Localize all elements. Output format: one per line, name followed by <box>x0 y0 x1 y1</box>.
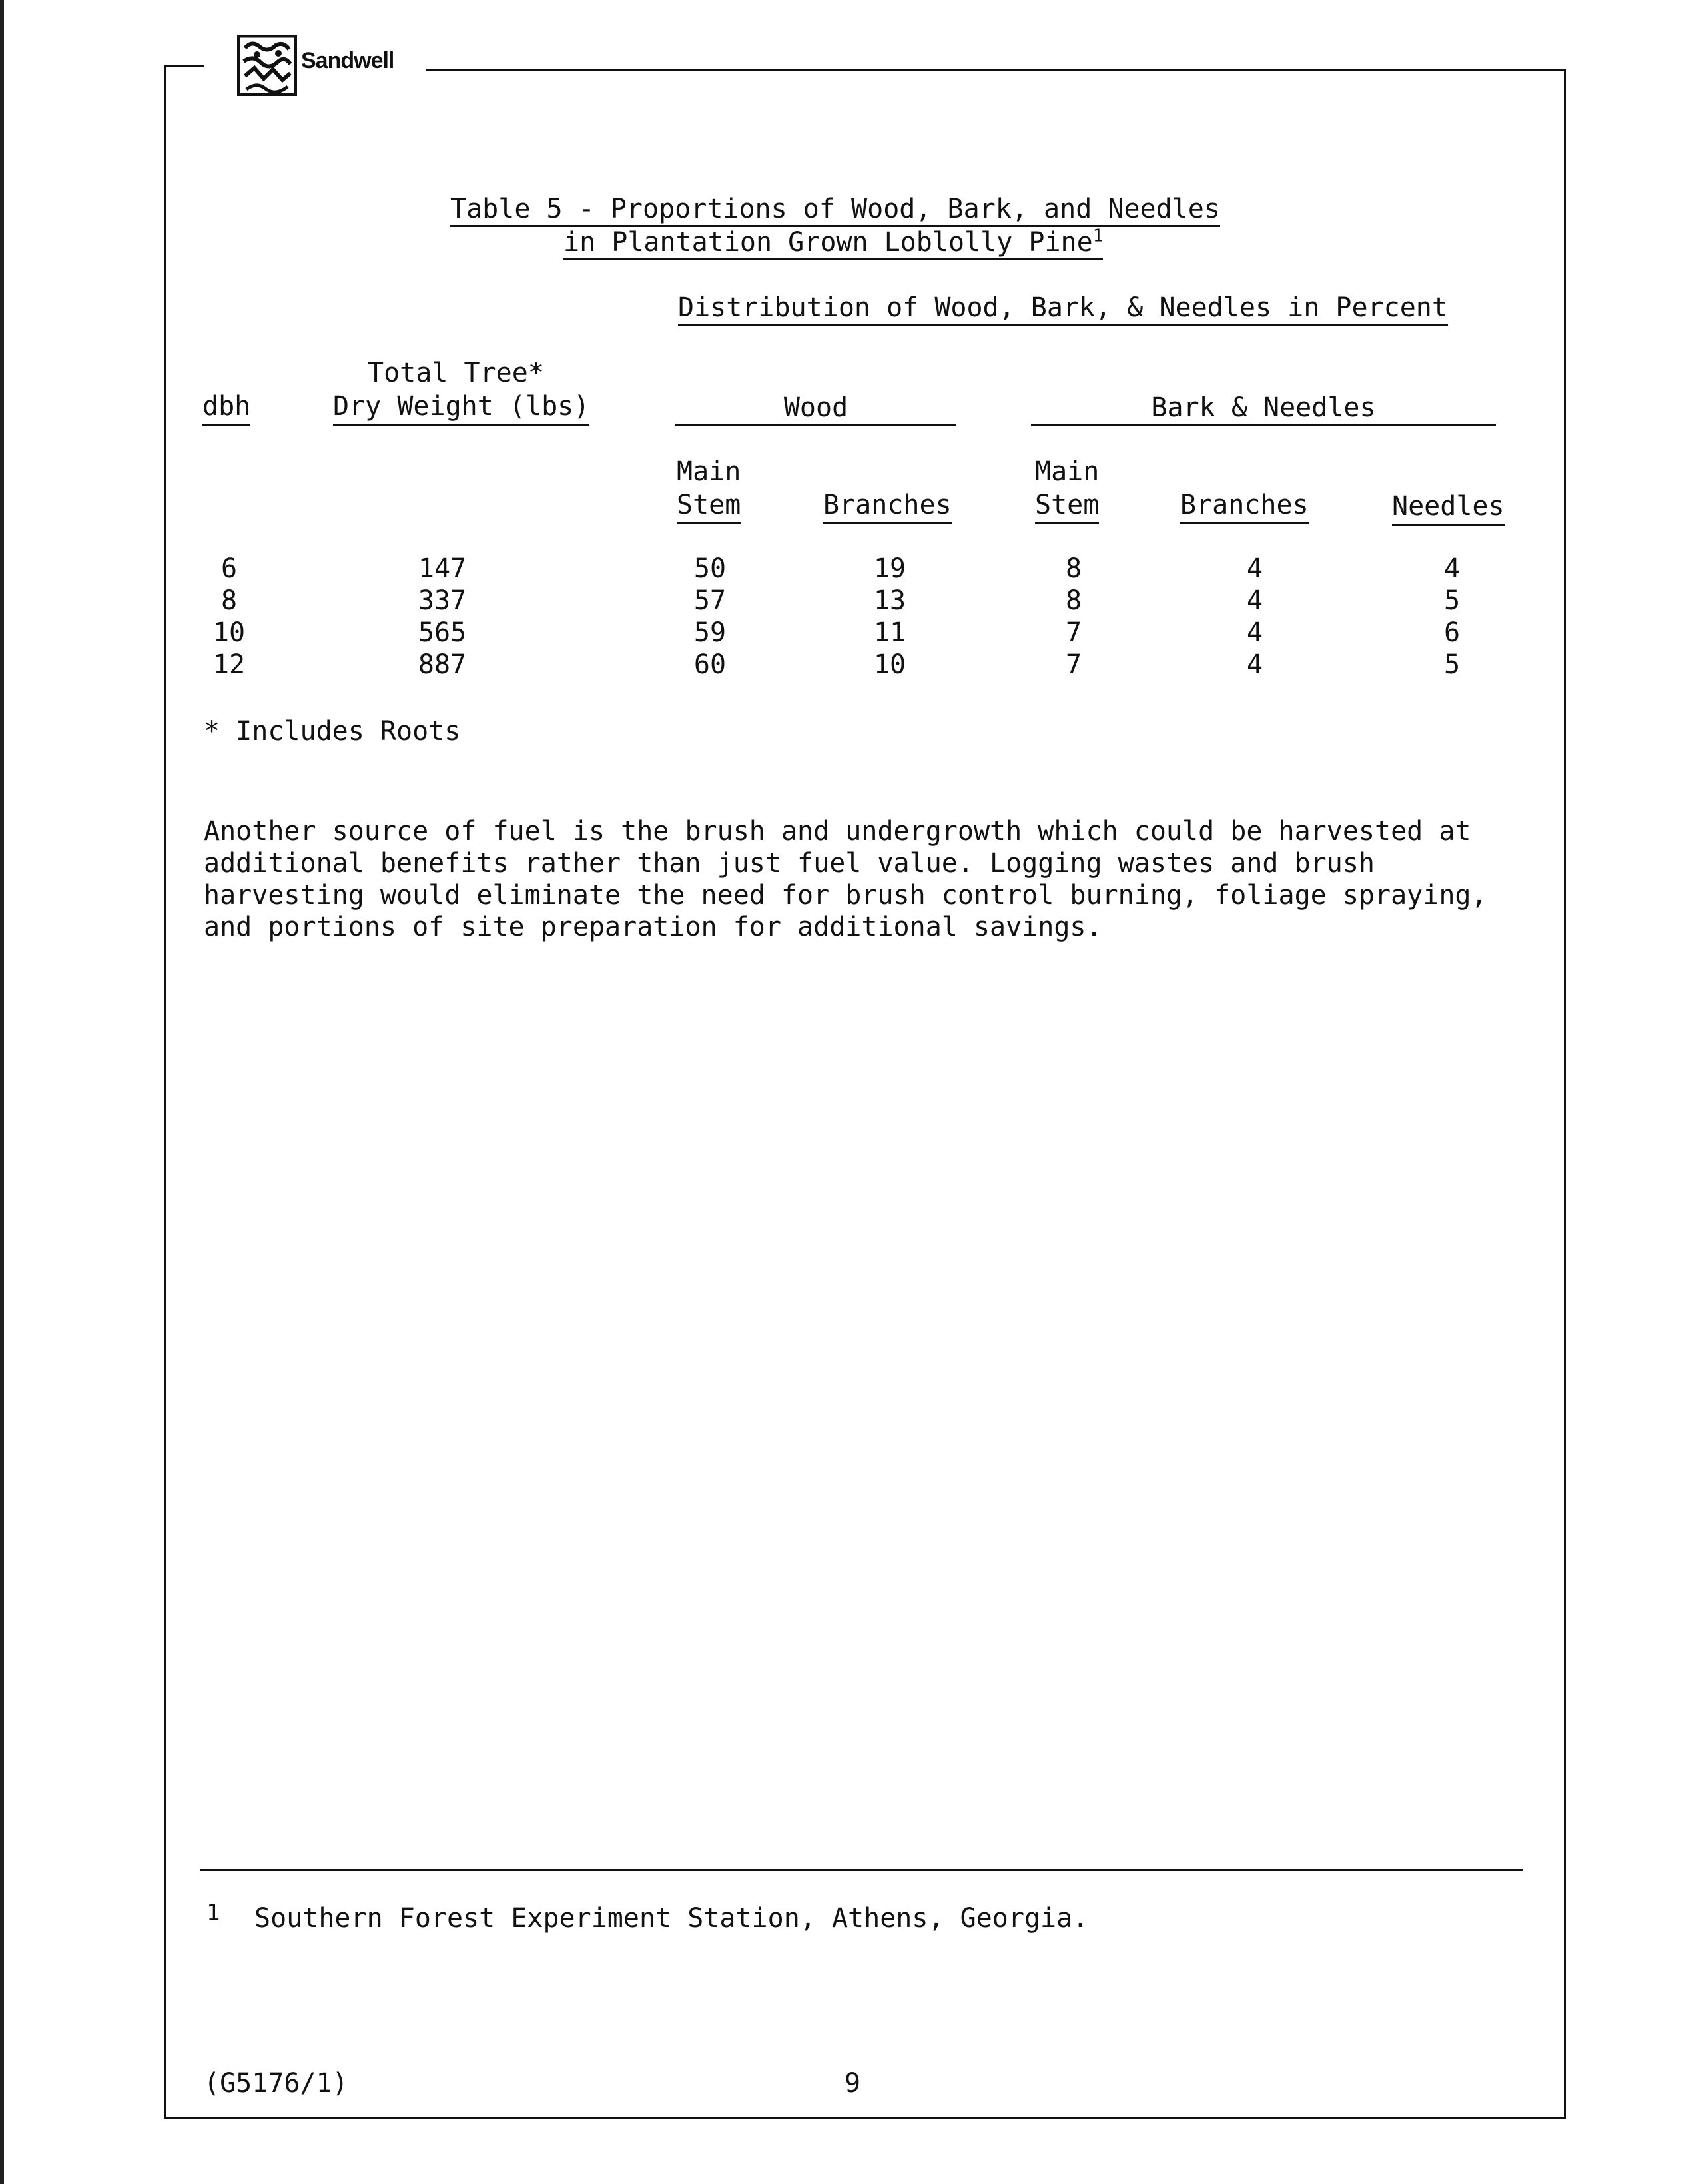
cell-bark-branches: 4 <box>1246 585 1263 616</box>
cell-wood-branches: 13 <box>873 585 906 616</box>
body-line-3: harvesting would eliminate the need for brush control burning, foliage spraying, <box>204 880 1487 910</box>
sandwell-logo-icon <box>237 35 297 96</box>
cell-dbh: 6 <box>220 553 238 584</box>
cell-dbh: 10 <box>212 617 246 648</box>
cell-bark-branches: 4 <box>1246 649 1263 680</box>
cell-wood-branches: 10 <box>873 649 906 680</box>
scan-edge-left <box>0 0 4 2184</box>
cell-bark-main: 7 <box>1065 649 1082 680</box>
body-line-2: additional benefits rather than just fuel value. Logging wastes and brush <box>204 848 1375 879</box>
frame-top-left <box>164 65 204 67</box>
cell-bark-main: 8 <box>1065 585 1082 616</box>
table-title-superscript: 1 <box>1092 226 1104 246</box>
table-title-line1-text: Table 5 - Proportions of Wood, Bark, and Needles <box>450 194 1220 224</box>
cell-wood-main: 50 <box>693 553 727 584</box>
footnote-mark: 1 <box>206 1900 220 1926</box>
sub-wood-main-line2: Stem <box>677 489 741 524</box>
group-wood-label: Wood <box>783 392 848 423</box>
body-line-1: Another source of fuel is the brush and undergrowth which could be harvested at <box>204 816 1471 847</box>
cell-weight: 887 <box>418 649 467 680</box>
document-code: (G5176/1) <box>204 2068 348 2099</box>
cell-wood-main: 60 <box>693 649 727 680</box>
cell-weight: 147 <box>418 553 467 584</box>
cell-bark-branches: 4 <box>1246 553 1263 584</box>
frame-bottom <box>164 2117 1566 2119</box>
table-title-line2 <box>563 226 1103 260</box>
cell-dbh: 12 <box>212 649 246 680</box>
cell-wood-main: 59 <box>693 617 727 648</box>
table-footnote-star: * Includes Roots <box>204 716 461 747</box>
group-wood <box>675 392 956 426</box>
sub-wood-branches: Branches <box>823 489 952 524</box>
footnote-separator <box>200 1869 1523 1871</box>
table-row <box>0 585 1693 617</box>
sub-needles: Needles <box>1392 490 1505 526</box>
cell-wood-main: 57 <box>693 585 727 616</box>
group-bark-needles-label: Bark & Needles <box>1151 392 1376 423</box>
page-number: 9 <box>845 2068 861 2099</box>
cell-wood-branches: 19 <box>873 553 906 584</box>
table-row <box>0 617 1693 649</box>
frame-left <box>164 65 166 2118</box>
cell-needles: 6 <box>1443 617 1461 648</box>
sandwell-logo <box>237 35 297 96</box>
brand-name: Sandwell <box>301 48 394 73</box>
cell-dbh: 8 <box>220 585 238 616</box>
distribution-header <box>678 292 1448 326</box>
table-title-line2-text: in Plantation Grown Loblolly Pine <box>563 227 1093 258</box>
frame-right <box>1564 69 1566 2118</box>
cell-weight: 337 <box>418 585 467 616</box>
body-line-4: and portions of site preparation for additional savings. <box>204 912 1102 942</box>
sub-bark-branches: Branches <box>1180 489 1309 524</box>
col-weight-line1: Total Tree* <box>368 358 544 388</box>
cell-weight: 565 <box>418 617 467 648</box>
cell-needles: 5 <box>1443 649 1461 680</box>
cell-wood-branches: 11 <box>873 617 906 648</box>
sub-bark-main-line1: Main <box>1035 456 1100 487</box>
cell-bark-main: 8 <box>1065 553 1082 584</box>
table-title-line1 <box>450 193 1220 227</box>
footnote-text: Southern Forest Experiment Station, Athens, Georgia. <box>254 1903 1089 1934</box>
col-weight-line2: Dry Weight (lbs) <box>333 390 589 426</box>
col-dbh: dbh <box>202 390 250 426</box>
cell-needles: 4 <box>1443 553 1461 584</box>
table-row <box>0 553 1693 585</box>
group-bark-needles <box>1031 392 1496 426</box>
frame-top-right <box>426 69 1566 71</box>
distribution-header-text: Distribution of Wood, Bark, & Needles in Percent <box>678 292 1448 323</box>
sub-bark-main-line2: Stem <box>1035 489 1099 524</box>
sub-wood-main-line1: Main <box>677 456 741 487</box>
table-row <box>0 649 1693 681</box>
cell-bark-main: 7 <box>1065 617 1082 648</box>
cell-needles: 5 <box>1443 585 1461 616</box>
cell-bark-branches: 4 <box>1246 617 1263 648</box>
